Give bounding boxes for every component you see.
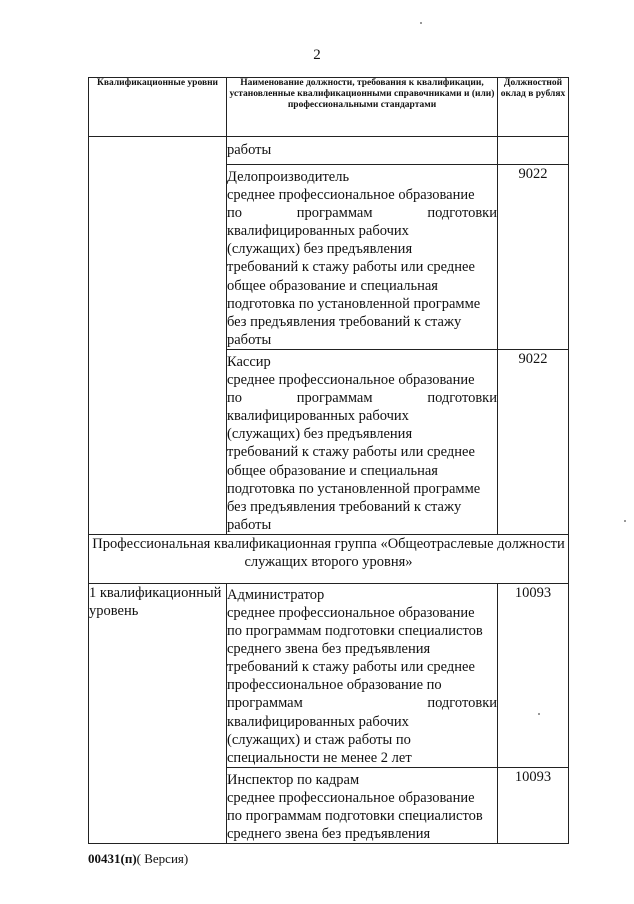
document-code: 00431(п) xyxy=(88,851,137,866)
qualification-level: 1 квалификационный уровень xyxy=(89,583,227,843)
table-row xyxy=(89,534,569,583)
position-cashier xyxy=(227,349,498,534)
scan-speck xyxy=(538,713,540,715)
qualification-salary-table xyxy=(88,77,569,844)
position-title: Кассир xyxy=(227,353,271,370)
position-administrator xyxy=(227,583,498,767)
requirement-line: среднее профессиональное образование xyxy=(227,789,475,806)
requirement-line: общее образование и специальная xyxy=(227,277,438,294)
requirement-line: (служащих) без предъявления xyxy=(227,426,413,443)
requirement-line: требований к стажу работы или среднее xyxy=(227,659,475,676)
requirement-line: без предъявления требований к стажу xyxy=(227,313,462,330)
requirement-line: работы xyxy=(227,516,272,533)
page-number: 2 xyxy=(313,47,321,63)
position-hr-inspector xyxy=(227,767,498,843)
table-row xyxy=(89,137,569,165)
requirement-line: (служащих) без предъявления xyxy=(227,241,413,258)
position-title: Инспектор по кадрам xyxy=(227,771,360,788)
requirement-line: без предъявления требований к стажу xyxy=(227,498,462,515)
requirement-line: среднее профессиональное образование xyxy=(227,187,475,204)
requirement-line: среднее профессиональное образование xyxy=(227,604,475,621)
document-footer xyxy=(88,851,188,867)
requirement-line: специальности не менее 2 лет xyxy=(227,749,412,766)
section-title: Профессиональная квалификационная группа «Общеотраслевые должности служащих второго уровня» xyxy=(89,534,569,583)
salary-administrator: 10093 xyxy=(498,583,569,767)
header-salary: Должностной оклад в рублях xyxy=(498,78,569,137)
requirement-line: среднее профессиональное образование xyxy=(227,372,475,389)
salary-hr-inspector: 10093 xyxy=(498,767,569,843)
scan-speck xyxy=(624,520,626,522)
requirement-line: профессиональное образование по xyxy=(227,677,442,694)
table-header-row xyxy=(89,78,569,137)
position-clerk xyxy=(227,165,498,350)
requirement-line: программам подготовки квалифицированных рабочих xyxy=(227,695,497,730)
requirement-line: среднего звена без предъявления xyxy=(227,641,431,658)
salary-cell-empty xyxy=(498,137,569,165)
requirement-line: по программам подготовки специалистов xyxy=(227,623,483,640)
level-cell-empty xyxy=(89,137,227,535)
header-qualification-levels: Квалификационные уровни xyxy=(89,78,227,137)
requirement-line: (служащих) и стаж работы по xyxy=(227,731,411,748)
position-title: Делопроизводитель xyxy=(227,169,350,185)
table-row xyxy=(89,583,569,767)
requirement-line: требований к стажу работы или среднее xyxy=(227,444,475,461)
salary-clerk: 9022 xyxy=(498,165,569,350)
continuation-text: работы xyxy=(227,137,498,165)
requirement-line: по программам подготовки квалифицированных рабочих xyxy=(227,205,497,240)
document-version: ( Версия) xyxy=(136,851,189,866)
position-title: Администратор xyxy=(227,586,325,603)
requirement-line: требований к стажу работы или среднее xyxy=(227,259,475,276)
requirement-line: среднего звена без предъявления xyxy=(227,826,431,843)
requirement-line: общее образование и специальная xyxy=(227,462,438,479)
requirement-line: подготовка по установленной программе xyxy=(227,295,481,312)
requirement-line: по программам подготовки специалистов xyxy=(227,808,483,824)
requirement-line: подготовка по установленной программе xyxy=(227,480,481,497)
requirement-line: по программам подготовки квалифицированных рабочих xyxy=(227,390,497,425)
salary-cashier: 9022 xyxy=(498,349,569,534)
scan-speck xyxy=(420,22,422,24)
header-position-requirements: Наименование должности, требования к квалификации, установленные квалификационными справочниками и (или) профессиональными стандартами xyxy=(227,78,498,137)
requirement-line: работы xyxy=(227,331,272,348)
